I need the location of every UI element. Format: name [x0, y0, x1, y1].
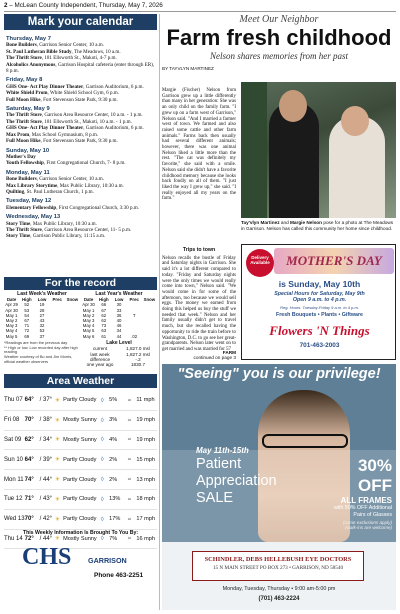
discount-sub: with 50% OFF Additional Pairs of Glasses — [334, 505, 392, 518]
forecast-high: 74° — [24, 476, 34, 483]
lake-level — [81, 341, 157, 368]
forecast-wind: 18 mph — [136, 496, 156, 503]
event-detail: , White Shield School Gym, 6 p.m. — [47, 90, 120, 97]
forecast-high: 71° — [24, 496, 34, 503]
forecast-row — [4, 470, 157, 490]
table-cell: May 2 — [82, 312, 95, 318]
lake-label: last week — [90, 351, 110, 357]
table-cell — [142, 334, 157, 339]
table-cell: 72 — [24, 328, 30, 334]
forecast-wind: 15 mph — [136, 456, 156, 463]
rain-drop-icon: ◊ — [100, 515, 104, 523]
table-cell: 27 — [39, 312, 45, 318]
optical-phone: (701) 463-2224 — [258, 596, 300, 602]
event-detail: , Garrison Auditorium, 6 p.m. — [83, 83, 144, 90]
wind-icon: ≈ — [127, 535, 132, 543]
table-cell: 36 — [116, 312, 122, 318]
event-name: White Shield Prom — [6, 90, 48, 97]
calendar-event — [6, 138, 155, 144]
rain-drop-icon: ◊ — [100, 416, 104, 424]
calendar-section — [4, 14, 157, 368]
table-header: High — [22, 297, 32, 303]
table-header: Date — [6, 297, 17, 303]
event-name: Max Prom — [6, 131, 30, 138]
masthead — [4, 2, 396, 12]
table-cell: 61 — [101, 333, 107, 339]
last-year-weather — [81, 292, 157, 339]
discount-block — [334, 456, 396, 530]
event-name: Max Library Storytime — [6, 182, 58, 189]
table-cell: 37 — [39, 333, 45, 339]
partly-cloudy-icon: ☀ — [54, 476, 61, 484]
partly-cloudy-icon: ☀ — [54, 396, 61, 404]
forecast-condition: Partly Cloudy — [63, 516, 97, 523]
forecast-precip: 2% — [109, 476, 118, 483]
table-cell: 40 — [116, 318, 122, 324]
column-divider — [159, 14, 160, 610]
table-header: Snow — [143, 297, 156, 303]
table-cell: T — [132, 312, 136, 318]
table-header: Prec — [129, 297, 139, 303]
table-cell: 32 — [39, 323, 45, 329]
table-cell: 67 — [24, 318, 30, 324]
table-cell: May 1 — [5, 312, 18, 318]
discount-exclusions: (some exclusions apply) (walk-ins are welcome) — [342, 520, 392, 530]
calendar-event — [6, 97, 155, 103]
table-cell: 54 — [24, 312, 30, 318]
event-detail: , Fort Stevenson State Park, 9:30 p.m. — [40, 96, 118, 103]
lake-value: -.2 — [135, 357, 141, 363]
forecast-condition: Partly Cloudy — [63, 476, 97, 483]
special-hours — [242, 291, 397, 303]
table-cell: Apr 29 — [5, 302, 18, 308]
record-note: ** High or low. Low recorded day after high reading — [4, 344, 78, 355]
event-name: GHS One- Act Play Dinner Theater — [6, 125, 84, 132]
partly-cloudy-icon: ☀ — [54, 456, 61, 464]
last-week-weather — [4, 292, 80, 339]
wind-icon: ≈ — [127, 416, 132, 424]
partly-cloudy-icon: ☀ — [54, 535, 61, 543]
optical-logo-address: 15 N MAIN STREET PO BOX 273 • GARRISON, ND 58540 — [212, 565, 344, 571]
discount-percent: 30% OFF — [357, 456, 392, 495]
table-cell: 53 — [24, 307, 30, 313]
forecast-precip: 4% — [109, 436, 118, 443]
optical-ad — [162, 364, 396, 610]
calendar-event — [6, 233, 155, 239]
event-name: Quilting — [6, 188, 25, 195]
story-top: Margie (Fischer) Nelson from Garrison grew up a little differently than many in her generation: She was an only child on the family farm. "I grew up on a farm west of Garrison," Nelson said. "And I married a farmer west of town. We farmed and also raised some cattle and other farm animals." Farms back then usually had several different animals; however, there was one animal Nelson liked a little more than the rest. "The cat was definitely my favorite," she said with a smile. Nelson said she didn't have a favorite childhood memory because she looks back fondly on all of them. "I just liked the way I grew up," she said. "I really enjoyed all my years on the farm." — [162, 88, 236, 202]
table-cell: May 4 — [5, 328, 18, 334]
calendar-list — [4, 30, 157, 240]
forecast-condition: Mostly Sunny — [63, 436, 97, 443]
event-detail: , Max Public Library, 10:30 a.m. — [57, 182, 124, 189]
event-detail: , Garrison Public Library, 11:15 a.m. — [30, 233, 106, 240]
optical-logo-name: SCHINDLER, DEBS HELLEBUSH EYE DOCTORS — [204, 556, 352, 563]
event-name: Story Time — [6, 233, 31, 240]
event-detail: , 181 Ellsworth St., Makoti, 10 a.m. - 1 p.m. — [41, 118, 132, 125]
story-bottom-block — [162, 246, 236, 353]
lake-value: 1,827.2 msl — [126, 351, 150, 357]
partly-cloudy-icon: ☀ — [54, 515, 61, 523]
table-cell: 66 — [101, 302, 107, 308]
lake-label: difference — [89, 357, 111, 363]
lake-level-title: Lake Level — [106, 339, 132, 346]
forecast-wind: 13 mph — [136, 476, 156, 483]
sponsor-name: GARRISON — [88, 556, 127, 565]
forecast-high: 70° — [24, 417, 34, 424]
lake-row — [81, 362, 157, 367]
continued-text: continued on page 3 — [193, 355, 236, 360]
forecast-low: / 42° — [39, 516, 53, 523]
table-header: Date — [83, 297, 94, 303]
table-cell — [65, 334, 80, 339]
mothers-day-ad — [241, 244, 396, 360]
caption-rest: pose for a photo at The Meadows in Garrison. Nelson has called this community her home since childhood. — [241, 220, 394, 231]
event-name: Bone Builders — [6, 42, 37, 49]
caption-name2: Margie Nelson — [289, 220, 323, 225]
table-cell: 62 — [101, 312, 107, 318]
rain-drop-icon: ◊ — [100, 396, 104, 404]
forecast-condition: Partly Cloudy — [63, 456, 97, 463]
forecast-precip: 3% — [109, 417, 118, 424]
table-cell: 34 — [116, 328, 122, 334]
feature-section — [162, 14, 396, 360]
table-cell: May 2 — [5, 318, 18, 324]
masthead-text: McLean County Independent, Thursday, May 7, 2026 — [14, 2, 163, 9]
forecast-wind: 16 mph — [136, 535, 156, 542]
event-name: The Thrift Store — [6, 118, 42, 125]
forecast-day: Thu 14 — [4, 535, 23, 542]
table-cell: 30 — [116, 302, 122, 308]
forecast-wind: 19 mph — [136, 417, 156, 424]
masthead-separator: – — [9, 2, 15, 9]
table-cell: May 5 — [82, 328, 95, 334]
table-cell: 33 — [116, 307, 122, 313]
event-name: The Thrift Store — [6, 226, 42, 233]
lake-value: 1,827.0 msl — [126, 346, 150, 352]
forecast-precip: 13% — [109, 496, 121, 503]
event-name: The Thrift Store — [6, 55, 42, 62]
forecast-low: / 37° — [39, 397, 53, 404]
table-cell: May 1 — [82, 307, 95, 313]
event-detail: , Garrison Hospital cafeteria (enter through ER), 8 p.m. — [6, 61, 155, 75]
event-name: Full Moon Hike — [6, 138, 41, 145]
special-hours-title: Special Hours for Saturday, May 9th — [274, 291, 365, 297]
event-detail: , The Meadows, 10 a.m. — [71, 48, 121, 55]
lake-label: one year ago — [86, 362, 114, 368]
delivery-badge: Delivery Available — [246, 249, 274, 277]
table-cell: May 4 — [82, 323, 95, 329]
event-detail: , Garrison Auditorium, 6 p.m. — [83, 125, 144, 132]
optical-hours: Monday, Tuesday, Thursday • 9:00 am-5:00 pm — [222, 586, 336, 592]
table-cell: 53 — [39, 328, 45, 334]
forecast-precip: 2% — [109, 456, 118, 463]
event-name: GHS One- Act Play Dinner Theater — [6, 83, 84, 90]
forecast-row — [4, 450, 157, 470]
rain-drop-icon: ◊ — [100, 476, 104, 484]
optical-logo — [192, 551, 364, 581]
discount-frames: ALL FRAMES — [340, 496, 392, 505]
story-subhead: Trips to town — [182, 247, 216, 253]
forecast-wind: 17 mph — [136, 516, 156, 523]
table-cell: 46 — [116, 323, 122, 329]
forecast-precip: 7% — [109, 535, 118, 542]
rain-drop-icon: ◊ — [100, 535, 104, 543]
forecast-precip: 5% — [109, 397, 118, 404]
table-header: Snow — [66, 297, 79, 303]
table-header: Low — [37, 297, 47, 303]
sponsor-phone: Phone 463-2251 — [94, 572, 144, 579]
table-cell: May 3 — [5, 323, 18, 329]
calendar-event — [6, 62, 155, 75]
feature-kicker: Meet Our Neighbor — [239, 14, 319, 25]
event-detail: , St. Paul Lutheran Church, 1 p.m. — [24, 188, 94, 195]
forecast-high: 64° — [24, 397, 34, 404]
sale-title — [196, 456, 306, 507]
weather-forecast — [4, 391, 157, 549]
table-cell: 28 — [39, 307, 45, 313]
florist-brand: Flowers 'N Things — [269, 323, 370, 338]
mothers-day-date: is Sunday, May 10th — [278, 279, 361, 289]
event-detail: , Garrison Area Resource Center, 11- 5 p.m. — [41, 226, 132, 233]
calendar-event — [6, 189, 155, 195]
sale-title-line2: Appreciation — [196, 473, 277, 489]
record-note: Weather courtesy of Bo and Jim Morris, official weather observers — [4, 354, 73, 365]
forecast-high: 64° — [24, 456, 34, 463]
table-cell: Apr 30 — [82, 302, 95, 308]
event-name: St. Paul Lutheran Bible Study — [6, 48, 72, 55]
event-detail: , 181 Ellsworth St., Makoti, 4-7 p.m. — [41, 55, 117, 62]
table-cell: 73 — [101, 323, 107, 329]
feature-byline: BY TAYVLYN MARTINEZ — [162, 66, 214, 71]
optical-headline: "Seeing" you is our privilege! — [177, 366, 381, 382]
sale-title-line3: SALE — [196, 490, 234, 506]
wind-icon: ≈ — [127, 495, 132, 503]
photo-caption — [241, 220, 396, 231]
forecast-wind: 11 mph — [136, 397, 155, 404]
wind-icon: ≈ — [127, 396, 132, 404]
table-row — [4, 334, 80, 339]
event-name: Mother's Day — [6, 153, 36, 160]
rain-drop-icon: ◊ — [100, 436, 104, 444]
forecast-row — [4, 431, 157, 451]
forecast-condition: Mostly Sunny — [63, 417, 97, 424]
table-row — [81, 334, 157, 339]
event-name: Elementary Fellowship — [6, 204, 57, 211]
sale-dates: May 11th-15th — [196, 446, 249, 455]
mothers-day-banner: MOTHER'S DAY — [274, 248, 394, 274]
event-detail: , First Congregational Church, 3:30 p.m. — [56, 204, 140, 211]
forecast-low: / 34° — [39, 436, 53, 443]
table-cell: 52 — [24, 302, 30, 308]
event-detail: , Max School Gymnasium, 8 p.m. — [29, 131, 99, 138]
table-cell: 67 — [101, 307, 107, 313]
event-name: Full Moon Hike — [6, 96, 41, 103]
feature-headline: Farm fresh childhood — [166, 25, 392, 50]
calendar-day: Tuesday, May 12 — [6, 198, 52, 205]
forecast-day: Tue 12 — [4, 496, 23, 503]
glasses-icon — [262, 434, 348, 448]
forecast-day: Mon 11 — [4, 476, 24, 483]
last-year-title: Last Year's Weather — [95, 291, 143, 297]
forecast-day: Fri 08 — [4, 417, 20, 424]
table-cell — [50, 334, 65, 339]
forecast-condition: Partly Cloudy — [63, 397, 97, 404]
forecast-row — [4, 391, 157, 411]
table-cell: 62 — [101, 318, 107, 324]
event-name: Bone Builders — [6, 176, 37, 183]
record-title: For the record — [4, 277, 157, 290]
table-cell: 19 — [39, 302, 45, 308]
calendar-event — [6, 160, 155, 166]
forecast-low: / 43° — [39, 496, 53, 503]
wind-icon: ≈ — [127, 436, 132, 444]
event-detail: , Fort Stevenson State Park, 9:30 p.m. — [40, 138, 118, 145]
calendar-day: Sunday, May 10 — [6, 147, 50, 154]
table-cell: 43 — [39, 318, 45, 324]
event-name: Alcoholics Anonymous — [6, 61, 56, 68]
forecast-high: 70° — [24, 516, 34, 523]
florist-phone: 701-463-2003 — [299, 342, 340, 349]
table-cell: 44 — [116, 333, 122, 339]
lake-value: 1830.7 — [130, 362, 146, 368]
caption-name1: Tay'vlyn Martinez — [241, 220, 280, 225]
record-section — [4, 292, 157, 368]
table-cell: 71 — [24, 323, 30, 329]
rain-drop-icon: ◊ — [100, 495, 104, 503]
calendar-event — [6, 205, 155, 211]
rain-drop-icon: ◊ — [100, 456, 104, 464]
partly-cloudy-icon: ☀ — [54, 436, 61, 444]
event-detail: , Garrison Senior Center, 10 a.m. — [36, 176, 104, 183]
table-cell: May 5 — [5, 333, 18, 339]
wind-icon: ≈ — [127, 476, 132, 484]
event-detail: , Max Public Library, 10:30 a.m. — [30, 220, 97, 227]
forecast-condition: Partly Cloudy — [63, 496, 97, 503]
table-header: Low — [114, 297, 124, 303]
forecast-low: / 39° — [39, 456, 53, 463]
table-cell: .02 — [131, 333, 138, 339]
forecast-high: 72° — [24, 535, 34, 542]
calendar-title: Mark your calendar — [4, 14, 157, 30]
forecast-high: 62° — [24, 436, 34, 443]
forecast-low: / 44° — [39, 535, 53, 542]
sponsor-line: This Weekly Information Is Brought To You By: — [22, 530, 139, 536]
optical-info-panel — [162, 542, 396, 610]
page-number: 2 — [4, 2, 8, 9]
calendar-day: Saturday, May 9 — [6, 106, 50, 113]
table-cell: Apr 30 — [5, 307, 18, 313]
event-detail: , Garrison Senior Center, 10 a.m. — [36, 42, 104, 49]
product-line: Fresh Bouquets • Plants • Giftware — [275, 312, 363, 318]
forecast-row — [4, 510, 157, 530]
sale-title-line1: Patient — [196, 456, 242, 472]
forecast-day: Wed 13 — [4, 516, 25, 523]
calendar-day: Wednesday, May 13 — [6, 214, 61, 221]
calendar-day: Friday, May 8 — [6, 77, 43, 84]
table-cell: 69 — [24, 333, 30, 339]
caption-mid: and — [279, 220, 290, 225]
wind-icon: ≈ — [127, 515, 132, 523]
forecast-day: Thu 07 — [4, 397, 23, 404]
event-name: Youth Fellowship — [6, 160, 44, 167]
forecast-wind: 19 mph — [136, 436, 156, 443]
story-bottom: Nelson recalls the bustle of Friday and Saturday nights in Garrison. She said it's a lot different compared to today. "Friday and Saturday nights were the only times we would really come into town," Nelson said. "We would come in for some of the afternoon, too because we would sell eggs. The money we earned from doing this helped us buy the stuff we needed that week." Nelson and her family usually didn't get to travel much, but she recalled having the opportunity to ride the train before to Washington, D.C. to go see her great-grandparents. Nelson later went on to get married and was married for 57 — [162, 255, 236, 352]
forecast-low: / 44° — [39, 476, 53, 483]
lake-label: current — [92, 346, 108, 352]
feature-dek: Nelson shares memories from her past — [209, 51, 349, 61]
event-detail: , Garrison Area Resource Center, 10 a.m. - 1 p.m. — [41, 112, 143, 119]
calendar-day: Monday, May 11 — [6, 169, 50, 176]
record-notes — [4, 341, 80, 368]
forecast-day: Sun 10 — [4, 456, 24, 463]
chs-logo: CHS — [22, 544, 72, 570]
table-header: High — [99, 297, 109, 303]
table-cell: May 3 — [82, 318, 95, 324]
event-detail: , First Congregational Church, 7- 8 p.m. — [43, 160, 126, 167]
table-cell: 63 — [101, 328, 107, 334]
event-name: The Thrift Store — [6, 112, 42, 119]
special-hours-time: Open 9 a.m. to 4 p.m. — [292, 297, 347, 304]
forecast-low: / 38° — [39, 417, 53, 424]
last-week-title: Last Week's Weather — [17, 291, 67, 297]
forecast-condition: Mostly Sunny — [63, 535, 97, 542]
partly-cloudy-icon: ☀ — [54, 416, 61, 424]
regular-hours: Reg. Hours: Tuesday-Friday 9 a.m. to 4 p.m. — [280, 305, 359, 310]
continued-label: FARM — [222, 350, 236, 355]
table-cell: May 6 — [82, 333, 95, 339]
feature-photo — [241, 82, 396, 218]
forecast-day: Sat 09 — [4, 436, 22, 443]
forecast-precip: 17% — [109, 516, 121, 523]
weather-title: Area Weather — [4, 374, 157, 388]
event-name: Story Time — [6, 220, 31, 227]
partly-cloudy-icon: ☀ — [54, 495, 61, 503]
forecast-row — [4, 411, 157, 431]
continued-line — [162, 350, 236, 360]
record-note: *Readings are from the previous day — [4, 339, 68, 345]
wind-icon: ≈ — [127, 456, 132, 464]
table-header: Prec — [52, 297, 62, 303]
calendar-day: Thursday, May 7 — [6, 36, 51, 42]
forecast-row — [4, 490, 157, 510]
